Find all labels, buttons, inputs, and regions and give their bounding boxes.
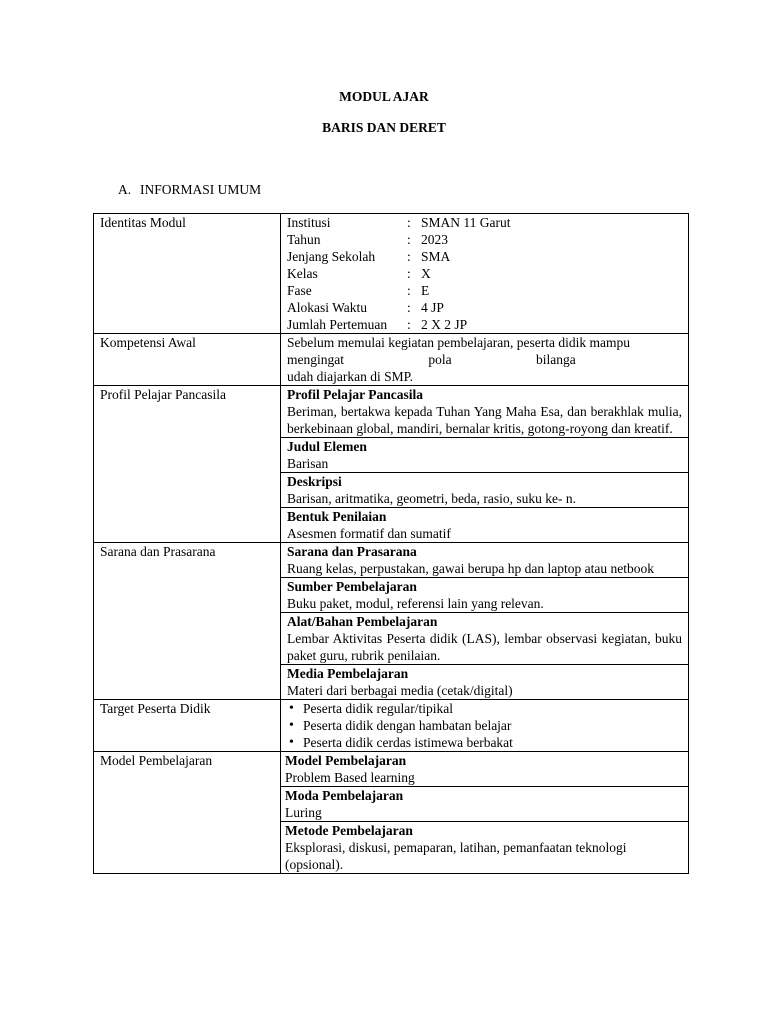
block-text: Buku paket, modul, referensi lain yang relevan.: [287, 596, 544, 611]
block-text: Problem Based learning: [285, 770, 415, 785]
profil-block: [281, 438, 689, 473]
row-label: Identitas Modul: [94, 214, 281, 334]
kv-value: 4 JP: [421, 300, 444, 315]
table-row: [94, 334, 689, 386]
block-text: Barisan, aritmatika, geometri, beda, rasio, suku ke- n.: [287, 491, 577, 506]
block-text: Materi dari berbagai media (cetak/digital): [287, 683, 513, 698]
kompetensi-line: mengingat pola bilanga: [287, 352, 576, 367]
model-block: [281, 822, 689, 874]
info-table: [93, 213, 689, 874]
sarana-block: [281, 613, 689, 665]
row-label: Model Pembelajaran: [94, 752, 281, 874]
kv-key: Jenjang Sekolah: [287, 249, 376, 264]
profil-block: [281, 386, 689, 438]
kompetensi-line: Sebelum memulai kegiatan pembelajaran, peserta didik mampu: [287, 335, 631, 350]
model-block: [281, 787, 689, 822]
target-cell: [281, 700, 689, 752]
kv-key: Fase: [287, 283, 312, 298]
block-heading: Moda Pembelajaran: [285, 788, 404, 803]
profil-block: [281, 508, 689, 543]
document-subtitle: BARIS DAN DERET: [322, 120, 446, 135]
row-label: Target Peserta Didik: [94, 700, 281, 752]
kompetensi-line: udah diajarkan di SMP.: [287, 369, 413, 384]
block-text: Asesmen formatif dan sumatif: [287, 526, 451, 541]
kv-row: Alokasi Waktu : 4 JP: [287, 300, 444, 315]
block-heading: Profil Pelajar Pancasila: [287, 387, 423, 402]
kv-value: SMAN 11 Garut: [421, 215, 511, 230]
row-label: Sarana dan Prasarana: [94, 543, 281, 700]
kv-row: Jenjang Sekolah : SMA: [287, 249, 451, 264]
block-heading: Judul Elemen: [287, 439, 367, 454]
block-text: Ruang kelas, perpustakan, gawai berupa hp dan laptop atau netbook: [287, 561, 655, 576]
kv-key: Alokasi Waktu: [287, 300, 368, 315]
kv-value: 2023: [421, 232, 448, 247]
kv-row: Jumlah Pertemuan : 2 X 2 JP: [287, 317, 468, 332]
row-label: Profil Pelajar Pancasila: [94, 386, 281, 543]
kv-value: 2 X 2 JP: [421, 317, 468, 332]
block-text: Barisan: [287, 456, 329, 471]
model-block: [281, 752, 689, 787]
kv-key: Jumlah Pertemuan: [287, 317, 388, 332]
sarana-block: [281, 665, 689, 700]
kv-key: Tahun: [287, 232, 321, 247]
section-heading: [118, 182, 261, 198]
sarana-block: [281, 543, 689, 578]
section-label: INFORMASI UMUM: [140, 182, 262, 197]
kv-value: SMA: [421, 249, 451, 264]
block-heading: Sarana dan Prasarana: [287, 544, 417, 559]
block-heading: Alat/Bahan Pembelajaran: [287, 614, 438, 629]
block-heading: Model Pembelajaran: [285, 753, 407, 768]
list-item: • Peserta didik regular/tipikal: [303, 700, 682, 717]
kv-key: Kelas: [287, 266, 318, 281]
row-label: Kompetensi Awal: [94, 334, 281, 386]
kv-row: Tahun : 2023: [287, 232, 448, 247]
target-list: [287, 700, 682, 751]
block-text: Beriman, bertakwa kepada Tuhan Yang Maha Esa, dan berakhlak mulia, berkebinaan global, mandiri, bernalar kritis, gotong-royong dan kreatif.: [287, 404, 682, 436]
block-heading: Metode Pembelajaran: [285, 823, 413, 838]
kv-row: Institusi : SMAN 11 Garut: [287, 215, 511, 230]
document-title: MODUL AJAR: [339, 89, 429, 104]
table-row: [94, 386, 689, 438]
table-row: [94, 752, 689, 787]
block-text: Luring: [285, 805, 322, 820]
list-item: • Peserta didik cerdas istimewa berbakat: [303, 734, 682, 751]
block-heading: Media Pembelajaran: [287, 666, 409, 681]
block-heading: Deskripsi: [287, 474, 342, 489]
kv-row: Kelas : X: [287, 266, 431, 281]
list-item: • Peserta didik dengan hambatan belajar: [303, 717, 682, 734]
kv-key: Institusi: [287, 215, 331, 230]
table-row: [94, 700, 689, 752]
block-text: Eksplorasi, diskusi, pemaparan, latihan, pemanfaatan teknologi (opsional).: [285, 840, 627, 872]
table-row: [94, 214, 689, 334]
identitas-cell: [281, 214, 689, 334]
kompetensi-cell: [281, 334, 689, 386]
sarana-block: [281, 578, 689, 613]
kv-value: E: [421, 283, 430, 298]
block-heading: Sumber Pembelajaran: [287, 579, 417, 594]
block-text: Lembar Aktivitas Peserta didik (LAS), lembar observasi kegiatan, buku paket guru, rubrik penilaian.: [287, 631, 682, 663]
table-row: [94, 543, 689, 578]
profil-block: [281, 473, 689, 508]
section-number: A.: [118, 182, 132, 197]
block-heading: Bentuk Penilaian: [287, 509, 387, 524]
kv-value: X: [421, 266, 431, 281]
kv-row: Fase : E: [287, 283, 430, 298]
